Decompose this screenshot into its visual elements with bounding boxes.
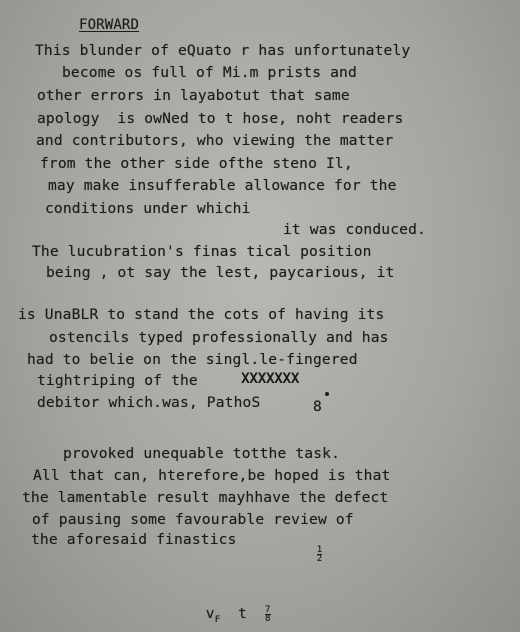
text-line: conditions under whichi	[45, 200, 251, 217]
text-line: tightriping of the	[37, 372, 198, 389]
text-line: 8	[313, 398, 322, 415]
text-line: may make insufferable allowance for the	[48, 177, 397, 194]
text-line: provoked unequable totthe task.	[63, 445, 341, 462]
text-line: from the other side ofthe steno Il,	[40, 155, 353, 172]
text-line: is UnaBLR to stand the cots of having its	[18, 306, 385, 323]
text-line: become os full of Mi.m prists and	[62, 64, 357, 81]
text-line: ostencils typed professionally and has	[49, 329, 389, 346]
struck-out-word: XXXXXXX	[241, 370, 300, 387]
page-heading: FORWARD	[79, 17, 140, 33]
text-line: This blunder of eQuato r has unfortunately	[35, 42, 411, 59]
ink-dot	[325, 392, 329, 396]
text-line: it was conduced.	[283, 221, 426, 238]
text-line: The lucubration's finas tical position	[32, 243, 372, 260]
text-line: other errors in layabotut that same	[37, 87, 350, 104]
text-line: being , ot say the lest, paycarious, it	[46, 264, 395, 281]
footer-notation: $v_F$ t $\frac{7}{8}$	[205, 604, 271, 625]
text-line: apology is owNed to t hose, noht readers	[37, 110, 404, 127]
text-line: of pausing some favourable review of	[32, 511, 354, 528]
text-line: had to belie on the singl.le-fingered	[27, 351, 358, 368]
text-line: and contributors, who viewing the matter	[36, 132, 394, 149]
text-line: the lamentable result mayhhave the defect	[22, 489, 389, 506]
text-line: debitor which.was, PathoS	[37, 394, 261, 411]
text-line: the aforesaid finastics	[31, 531, 237, 548]
fraction-half: $\frac{1}{2}$	[316, 544, 323, 564]
text-line: All that can, hterefore,be hoped is that	[33, 467, 391, 484]
